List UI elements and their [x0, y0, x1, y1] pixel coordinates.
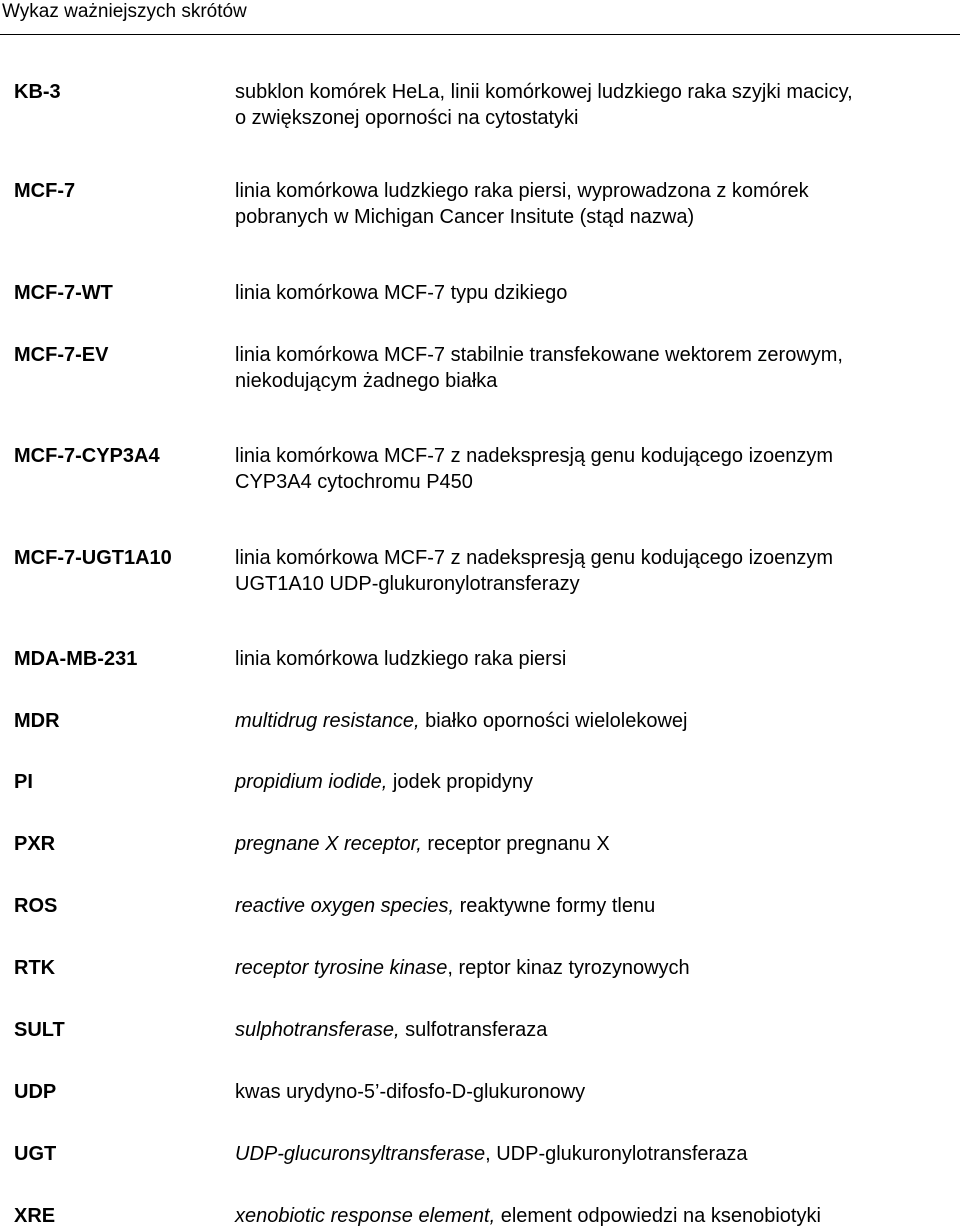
definition-line: linia komórkowa MCF-7 typu dzikiego — [235, 282, 568, 304]
definition — [235, 79, 950, 131]
definition — [235, 893, 950, 919]
definition-line: UGT1A10 UDP-glukuronylotransferazy — [235, 573, 580, 595]
definition-line: UDP-glucuronsyltransferase, UDP-glukuronylotransferaza — [235, 1143, 748, 1165]
definition — [235, 955, 950, 981]
abbreviation: PI — [14, 771, 33, 793]
definition-line: kwas urydyno-5’-difosfo-D-glukuronowy — [235, 1081, 586, 1103]
definition-line: pregnane X receptor, receptor pregnanu X — [235, 833, 610, 855]
definition-line: multidrug resistance, białko oporności wielolekowej — [235, 710, 688, 732]
abbreviation: MDA-MB-231 — [14, 648, 138, 670]
definition — [235, 443, 950, 495]
definition — [235, 1203, 950, 1229]
definition — [235, 1017, 950, 1043]
abbreviation: MDR — [14, 710, 60, 732]
definition-line: o zwiększonej oporności na cytostatyki — [235, 107, 579, 129]
definition — [235, 545, 950, 597]
abbreviation: MCF-7-WT — [14, 282, 113, 304]
abbreviation: XRE — [14, 1205, 56, 1227]
definition — [235, 831, 950, 857]
abbreviation: PXR — [14, 833, 56, 855]
definition — [235, 1079, 950, 1105]
definition-line: sulphotransferase, sulfotransferaza — [235, 1019, 548, 1041]
definition — [235, 646, 950, 672]
page-header — [0, 0, 960, 35]
definition — [235, 342, 950, 394]
page-title: Wykaz ważniejszych skrótów — [2, 1, 247, 22]
definition-line: subklon komórek HeLa, linii komórkowej ludzkiego raka szyjki macicy, — [235, 81, 853, 103]
abbreviation: MCF-7-CYP3A4 — [14, 445, 160, 467]
definition — [235, 708, 950, 734]
definition — [235, 769, 950, 795]
abbreviation: MCF-7-EV — [14, 344, 109, 366]
abbreviation: SULT — [14, 1019, 65, 1041]
abbreviation: UGT — [14, 1143, 57, 1165]
definition — [235, 178, 950, 230]
definition-line: linia komórkowa MCF-7 stabilnie transfekowane wektorem zerowym, — [235, 344, 843, 366]
definition — [235, 280, 950, 306]
abbreviation: MCF-7-UGT1A10 — [14, 547, 172, 569]
abbreviation: MCF-7 — [14, 180, 76, 202]
definition-line: CYP3A4 cytochromu P450 — [235, 471, 473, 493]
definition-line: linia komórkowa MCF-7 z nadekspresją genu kodującego izoenzym — [235, 547, 834, 569]
definition-line: niekodującym żadnego białka — [235, 370, 498, 392]
definition-line: linia komórkowa ludzkiego raka piersi — [235, 648, 567, 670]
definition — [235, 1141, 950, 1167]
abbreviation: UDP — [14, 1081, 57, 1103]
definition-line: pobranych w Michigan Cancer Insitute (stąd nazwa) — [235, 206, 695, 228]
abbreviation: KB-3 — [14, 81, 61, 103]
definition-line: xenobiotic response element, element odpowiedzi na ksenobiotyki — [235, 1205, 821, 1227]
abbreviation: ROS — [14, 895, 58, 917]
definition-line: propidium iodide, jodek propidyny — [235, 771, 533, 793]
definition-line: receptor tyrosine kinase, reptor kinaz tyrozynowych — [235, 957, 690, 979]
definition-line: linia komórkowa MCF-7 z nadekspresją genu kodującego izoenzym — [235, 445, 834, 467]
abbreviation: RTK — [14, 957, 56, 979]
definition-line: reactive oxygen species, reaktywne formy tlenu — [235, 895, 656, 917]
definition-line: linia komórkowa ludzkiego raka piersi, wyprowadzona z komórek — [235, 180, 809, 202]
